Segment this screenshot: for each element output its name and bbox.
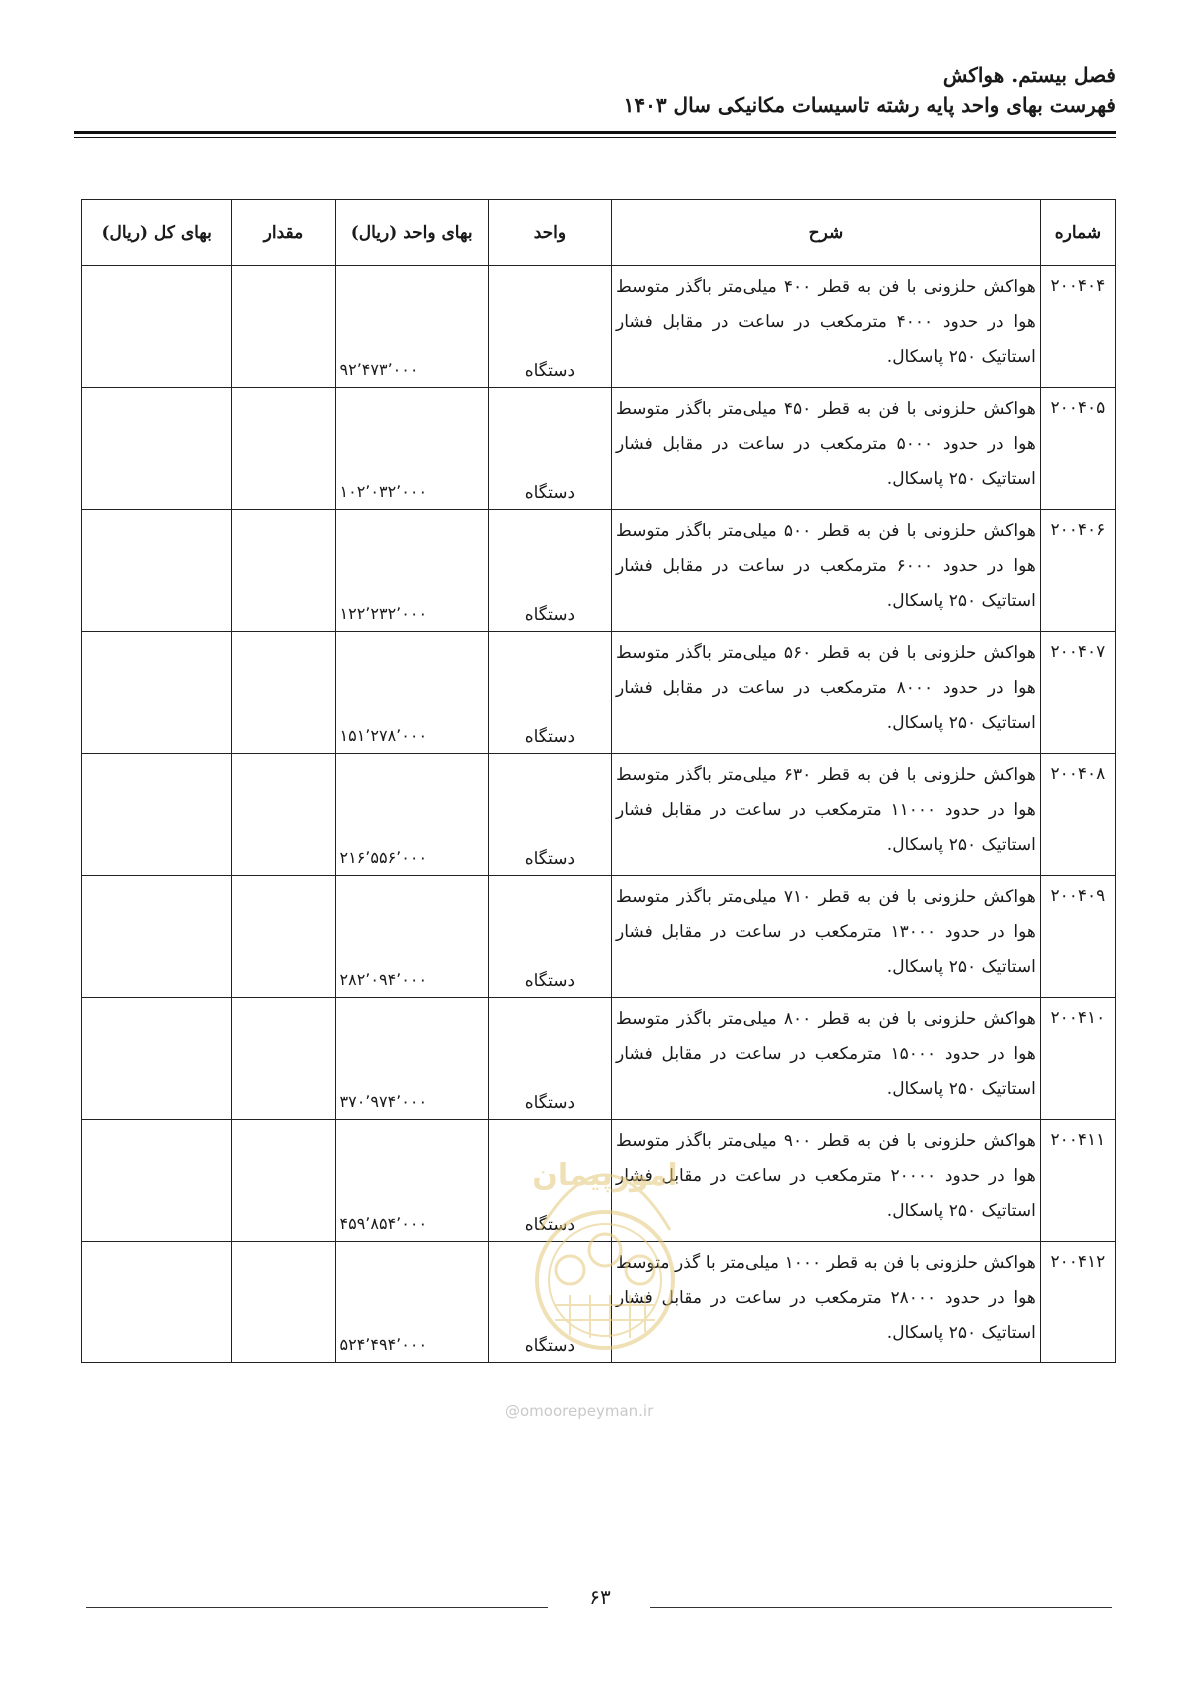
item-description: هواکش حلزونی با فن به قطر ۵۶۰ میلی‌متر باگذر متوسط هوا در حدود ۸۰۰۰ مترمکعب در ساعت در مقابل فشار استاتیک ۲۵۰ پاسکال. <box>612 632 1041 754</box>
header-unit-price: بهای واحد (ریال) <box>335 200 488 266</box>
item-description: هواکش حلزونی با فن به قطر ۹۰۰ میلی‌متر باگذر متوسط هوا در حدود ۲۰۰۰۰ مترمکعب در ساعت در مقابل فشار استاتیک ۲۵۰ پاسکال. <box>612 1120 1041 1242</box>
table-row <box>82 1242 1116 1363</box>
item-quantity <box>232 1242 335 1363</box>
item-code: ۲۰۰۴۱۱ <box>1040 1120 1115 1242</box>
item-unit-price: ۵۲۴٬۴۹۴٬۰۰۰ <box>335 1242 488 1363</box>
item-unit-price: ۳۷۰٬۹۷۴٬۰۰۰ <box>335 998 488 1120</box>
header-rule-thick <box>74 131 1116 134</box>
item-code: ۲۰۰۴۱۰ <box>1040 998 1115 1120</box>
price-list-table <box>81 199 1116 1363</box>
item-total-price <box>82 754 232 876</box>
document-title: فهرست بهای واحد پایه رشته تاسیسات مکانیکی سال ۱۴۰۳ <box>623 93 1116 117</box>
header-rule-thin <box>74 137 1116 138</box>
item-unit-price: ۲۱۶٬۵۵۶٬۰۰۰ <box>335 754 488 876</box>
item-total-price <box>82 388 232 510</box>
item-unit: دستگاه <box>488 754 611 876</box>
item-description: هواکش حلزونی با فن به قطر ۴۰۰ میلی‌متر باگذر متوسط هوا در حدود ۴۰۰۰ مترمکعب در ساعت در مقابل فشار استاتیک ۲۵۰ پاسکال. <box>612 266 1041 388</box>
footer-rule-left <box>86 1607 548 1608</box>
table-row <box>82 754 1116 876</box>
footer-rule-right <box>650 1607 1112 1608</box>
item-code: ۲۰۰۴۰۹ <box>1040 876 1115 998</box>
header-total-price: بهای کل (ریال) <box>82 200 232 266</box>
item-unit: دستگاه <box>488 1242 611 1363</box>
item-unit: دستگاه <box>488 266 611 388</box>
item-total-price <box>82 1120 232 1242</box>
item-total-price <box>82 1242 232 1363</box>
item-description: هواکش حلزونی با فن به قطر ۴۵۰ میلی‌متر باگذر متوسط هوا در حدود ۵۰۰۰ مترمکعب در ساعت در مقابل فشار استاتیک ۲۵۰ پاسکال. <box>612 388 1041 510</box>
table-header-row <box>82 200 1116 266</box>
item-quantity <box>232 266 335 388</box>
item-quantity <box>232 1120 335 1242</box>
item-quantity <box>232 754 335 876</box>
item-total-price <box>82 998 232 1120</box>
item-code: ۲۰۰۴۱۲ <box>1040 1242 1115 1363</box>
table-row <box>82 876 1116 998</box>
item-description: هواکش حلزونی با فن به قطر ۸۰۰ میلی‌متر باگذر متوسط هوا در حدود ۱۵۰۰۰ مترمکعب در ساعت در مقابل فشار استاتیک ۲۵۰ پاسکال. <box>612 998 1041 1120</box>
item-unit-price: ۱۰۲٬۰۳۲٬۰۰۰ <box>335 388 488 510</box>
item-quantity <box>232 998 335 1120</box>
page-header <box>624 60 1116 120</box>
item-total-price <box>82 632 232 754</box>
item-description: هواکش حلزونی با فن به قطر ۶۳۰ میلی‌متر باگذر متوسط هوا در حدود ۱۱۰۰۰ مترمکعب در ساعت در مقابل فشار استاتیک ۲۵۰ پاسکال. <box>612 754 1041 876</box>
page-number: ۶۳ <box>589 1585 611 1609</box>
item-unit-price: ۱۵۱٬۲۷۸٬۰۰۰ <box>335 632 488 754</box>
item-quantity <box>232 632 335 754</box>
item-quantity <box>232 510 335 632</box>
item-unit-price: ۹۲٬۴۷۳٬۰۰۰ <box>335 266 488 388</box>
watermark-logo-text: امورپیمان <box>532 1158 678 1193</box>
item-unit-price: ۴۵۹٬۸۵۴٬۰۰۰ <box>335 1120 488 1242</box>
item-unit-price: ۱۲۲٬۲۳۲٬۰۰۰ <box>335 510 488 632</box>
item-unit: دستگاه <box>488 510 611 632</box>
table-row <box>82 388 1116 510</box>
header-code: شماره <box>1040 200 1115 266</box>
item-description: هواکش حلزونی با فن به قطر ۷۱۰ میلی‌متر باگذر متوسط هوا در حدود ۱۳۰۰۰ مترمکعب در ساعت در مقابل فشار استاتیک ۲۵۰ پاسکال. <box>612 876 1041 998</box>
item-unit: دستگاه <box>488 632 611 754</box>
item-unit: دستگاه <box>488 388 611 510</box>
item-unit-price: ۲۸۲٬۰۹۴٬۰۰۰ <box>335 876 488 998</box>
table-row <box>82 1120 1116 1242</box>
item-total-price <box>82 266 232 388</box>
item-unit: دستگاه <box>488 998 611 1120</box>
table-row <box>82 998 1116 1120</box>
table-row <box>82 632 1116 754</box>
item-code: ۲۰۰۴۰۷ <box>1040 632 1115 754</box>
item-code: ۲۰۰۴۰۸ <box>1040 754 1115 876</box>
item-description: هواکش حلزونی با فن به قطر ۱۰۰۰ میلی‌متر با گذر متوسط هوا در حدود ۲۸۰۰۰ مترمکعب در ساعت در مقابل فشار استاتیک ۲۵۰ پاسکال. <box>612 1242 1041 1363</box>
header-quantity: مقدار <box>232 200 335 266</box>
item-description: هواکش حلزونی با فن به قطر ۵۰۰ میلی‌متر باگذر متوسط هوا در حدود ۶۰۰۰ مترمکعب در ساعت در مقابل فشار استاتیک ۲۵۰ پاسکال. <box>612 510 1041 632</box>
chapter-title: فصل بیستم. هواکش <box>942 63 1116 87</box>
item-quantity <box>232 388 335 510</box>
item-code: ۲۰۰۴۰۴ <box>1040 266 1115 388</box>
item-code: ۲۰۰۴۰۶ <box>1040 510 1115 632</box>
item-total-price <box>82 510 232 632</box>
item-total-price <box>82 876 232 998</box>
item-quantity <box>232 876 335 998</box>
table-row <box>82 266 1116 388</box>
item-unit: دستگاه <box>488 1120 611 1242</box>
item-unit: دستگاه <box>488 876 611 998</box>
item-code: ۲۰۰۴۰۵ <box>1040 388 1115 510</box>
watermark-url: @omoorepeyman.ir <box>505 1402 654 1420</box>
header-unit: واحد <box>488 200 611 266</box>
header-description: شرح <box>612 200 1041 266</box>
table-row <box>82 510 1116 632</box>
